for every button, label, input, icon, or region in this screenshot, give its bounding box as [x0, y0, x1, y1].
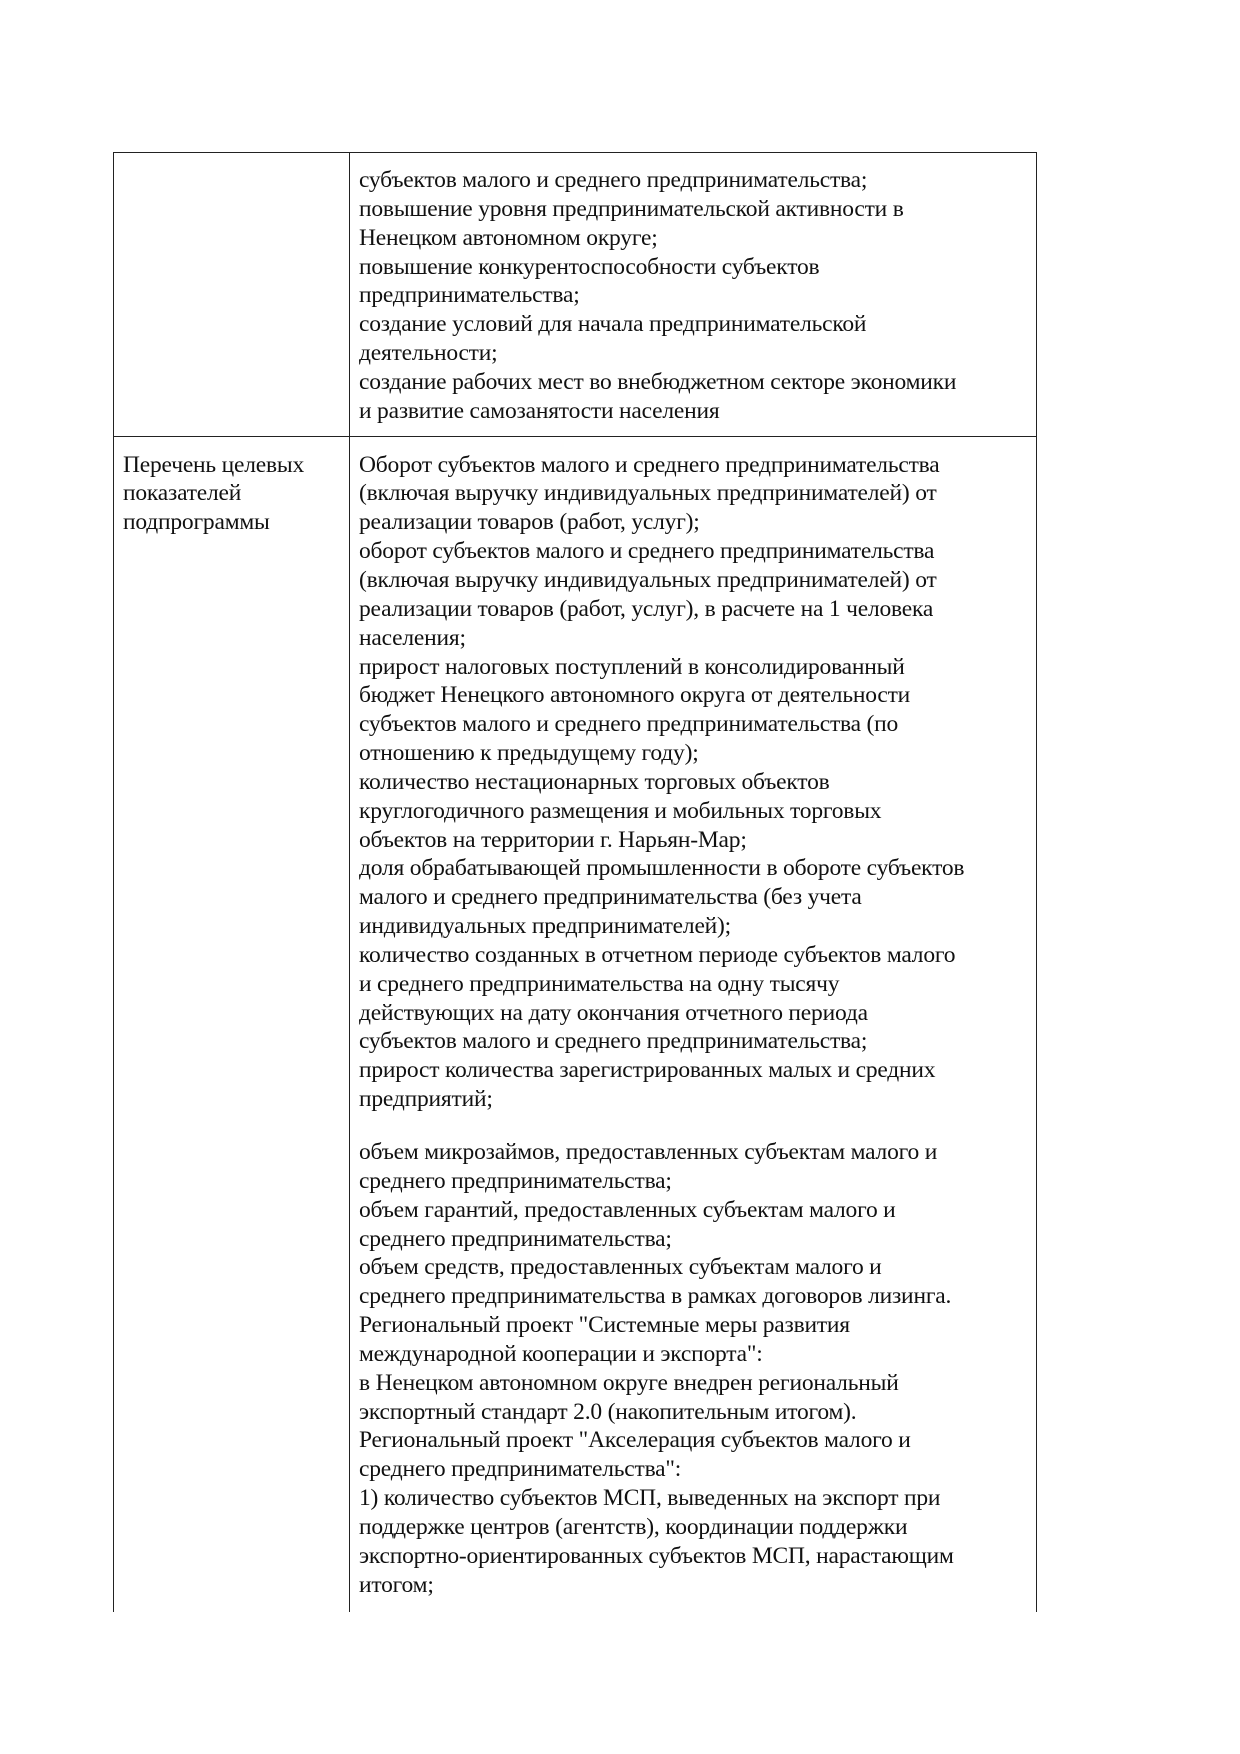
text-line: населения; — [359, 624, 466, 651]
text-line: показателей — [123, 480, 242, 507]
text-line: субъектов малого и среднего предпринимательства; — [359, 1028, 868, 1055]
text-line: доля обрабатывающей промышленности в обороте субъектов — [359, 855, 965, 882]
indicators-block-a — [359, 451, 1030, 1114]
row-content-cell — [350, 437, 1036, 1612]
text-line: реализации товаров (работ, услуг); — [359, 509, 700, 536]
text-line: Оборот субъектов малого и среднего предпринимательства — [359, 451, 940, 478]
text-line: прирост налоговых поступлений в консолидированный — [359, 653, 905, 680]
paragraph-gap — [359, 1114, 1030, 1138]
text-line: субъектов малого и среднего предпринимательства (по — [359, 711, 899, 738]
text-line: отношению к предыдущему году); — [359, 740, 699, 767]
text-line: (включая выручку индивидуальных предпринимателей) от — [359, 480, 937, 507]
text-line: в Ненецком автономном округе внедрен региональный — [359, 1369, 899, 1396]
text-line: среднего предпринимательства; — [359, 1225, 672, 1252]
text-line: международной кооперации и экспорта": — [359, 1340, 763, 1367]
text-line: действующих на дату окончания отчетного периода — [359, 999, 868, 1026]
text-line: повышение конкурентоспособности субъектов — [359, 253, 820, 280]
text-line: количество нестационарных торговых объектов — [359, 768, 830, 795]
text-line: и среднего предпринимательства на одну тысячу — [359, 970, 840, 997]
text-line: объектов на территории г. Нарьян-Мар; — [359, 826, 747, 853]
text-line: предприятий; — [359, 1086, 493, 1113]
text-line: подпрограммы — [123, 509, 270, 536]
text-line: объем средств, предоставленных субъектам малого и — [359, 1254, 882, 1281]
text-line: среднего предпринимательства в рамках договоров лизинга. — [359, 1283, 952, 1310]
table-row-target-indicators — [114, 436, 1036, 1612]
text-line: итогом; — [359, 1571, 434, 1598]
text-line: создание условий для начала предпринимательской — [359, 311, 867, 338]
text-line: Перечень целевых — [123, 451, 305, 478]
text-line: поддержке центров (агентств), координации поддержки — [359, 1513, 908, 1540]
text-line: экспортный стандарт 2.0 (накопительным итогом). — [359, 1398, 857, 1425]
text-line: субъектов малого и среднего предпринимательства; — [359, 167, 868, 193]
text-line: Ненецком автономном округе; — [359, 224, 658, 251]
row-label-cell — [114, 437, 350, 1612]
row-content-cell — [350, 153, 1036, 436]
text-line: среднего предпринимательства": — [359, 1456, 682, 1483]
text-line: Региональный проект "Акселерация субъектов малого и — [359, 1427, 911, 1454]
indicators-block-b — [359, 1138, 1030, 1600]
table-row-goals-continued — [114, 153, 1036, 436]
text-line: деятельности; — [359, 340, 498, 367]
text-line: повышение уровня предпринимательской активности в — [359, 195, 904, 222]
text-line: 1) количество субъектов МСП, выведенных на экспорт при — [359, 1485, 941, 1512]
text-line: индивидуальных предпринимателей); — [359, 913, 732, 940]
text-line: (включая выручку индивидуальных предпринимателей) от — [359, 566, 937, 593]
text-line: среднего предпринимательства; — [359, 1167, 672, 1194]
text-line: малого и среднего предпринимательства (без учета — [359, 884, 862, 911]
text-line: реализации товаров (работ, услуг), в расчете на 1 человека — [359, 595, 934, 622]
subprogram-passport-table — [113, 152, 1037, 1612]
text-line: оборот субъектов малого и среднего предпринимательства — [359, 538, 935, 565]
text-line: объем гарантий, предоставленных субъектам малого и — [359, 1196, 896, 1223]
text-line: бюджет Ненецкого автономного округа от деятельности — [359, 682, 911, 709]
text-line: объем микрозаймов, предоставленных субъектам малого и — [359, 1139, 938, 1165]
text-line: прирост количества зарегистрированных малых и средних — [359, 1057, 936, 1084]
row-label-cell — [114, 153, 350, 436]
text-line: экспортно-ориентированных субъектов МСП, нарастающим — [359, 1542, 954, 1569]
text-line: Региональный проект "Системные меры развития — [359, 1312, 850, 1339]
text-line: круглогодичного размещения и мобильных торговых — [359, 797, 882, 824]
text-line: и развитие самозанятости населения — [359, 397, 720, 424]
text-line: создание рабочих мест во внебюджетном секторе экономики — [359, 368, 957, 395]
text-line: количество созданных в отчетном периоде субъектов малого — [359, 941, 956, 968]
text-line: предпринимательства; — [359, 282, 580, 309]
